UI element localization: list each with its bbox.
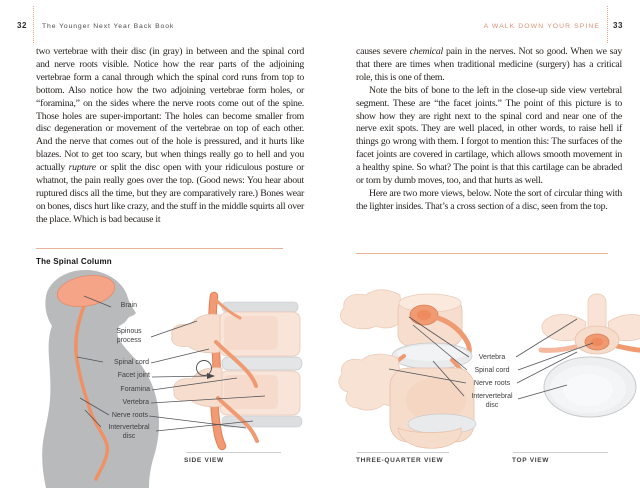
paragraph: Here are two more views, below. Note the sort of circular thing with the lighter insides. That’s a cross section of a disc, seen from the top. [356, 187, 622, 212]
side-view-closeup [172, 296, 302, 446]
left-page-number: 32 [17, 21, 27, 30]
left-running-head: The Younger Next Year Back Book [42, 23, 175, 30]
top-view-illustration [541, 294, 640, 417]
label-vertebra: Vertebra [122, 399, 149, 406]
label-intervertebral-disc: Intervertebral disc [108, 424, 150, 440]
label-spinal-cord: Spinal cord [113, 359, 149, 366]
label-foramina: Foramina [120, 386, 150, 393]
three-quarter-view-caption: THREE-QUARTER VIEW [356, 457, 444, 464]
label-brain: Brain [120, 302, 137, 309]
label-nerve-roots-right: Nerve roots [473, 380, 511, 387]
left-figure-heading: The Spinal Column [36, 257, 112, 266]
top-view-caption-rule [513, 452, 608, 453]
label-facet-joint: Facet joint [117, 372, 150, 379]
right-figure-rule [356, 253, 608, 254]
three-quarter-caption-rule [357, 452, 449, 453]
label-intervertebral-disc-right: Intervertebral disc [471, 393, 513, 409]
top-view-caption: TOP VIEW [512, 457, 550, 464]
label-vertebra-right: Vertebra [478, 354, 506, 361]
paragraph: Note the bits of bone to the left in the close-up side view vertebral segment. These are “the facet joints.” The point of this picture is to show how they are right next to the spinal cord and near one of the nerve exit spots. They are well placed, in other words, to raise hell if things go wrong with them. I forgot to mention this: The surfaces of the facet joints are covered in cartilage, which allows smooth movement in a healthy spine. So what? The point is that this cartilage can be abraded or torn by dumb moves, too, and that hurts as well. [356, 84, 622, 187]
paragraph: causes severe chemical pain in the nerves. Not so good. When we say that there are times when traditional medicine (surgery) has a critical role, this is one of them. [356, 46, 622, 83]
label-spinous-process: Spinous process [116, 328, 142, 344]
side-view-caption-rule [186, 452, 281, 453]
right-page-number: 33 [613, 21, 623, 30]
label-nerve-roots: Nerve roots [111, 412, 148, 419]
side-view-caption: SIDE VIEW [184, 457, 224, 464]
right-running-head: A WALK DOWN YOUR SPINE [483, 23, 600, 30]
three-quarter-view-illustration [339, 290, 476, 449]
label-spinal-cord-right: Spinal cord [474, 367, 510, 374]
paragraph: two vertebrae with their disc (in gray) in between and the spinal cord and nerve roots visible. Notice how the rear parts of the adjoining vertebrae form a canal through which the spinal cord runs from top to bottom. Also notice how the two adjoining vertebrae form holes, or “foramina,” on the sides where the nerve roots come out of the spine. Those holes are super-important: The holes can become smaller from disc degeneration or movement of the vertebrae on top of each other. And the nerve that comes out of the hole is pressured, and it hurts like blazes. Not to get too scary, but when things really go to hell and you actually rupture or split the disc open with your ridiculous posture or whatnot, the pain really goes over the top. (Good news: You hear about ruptured discs all the time, but they are comparatively rare.) Bones wear on bones, discs hurt like crazy, and the stuff in the middle squirts all over the place. Which is bad because it [36, 46, 304, 225]
